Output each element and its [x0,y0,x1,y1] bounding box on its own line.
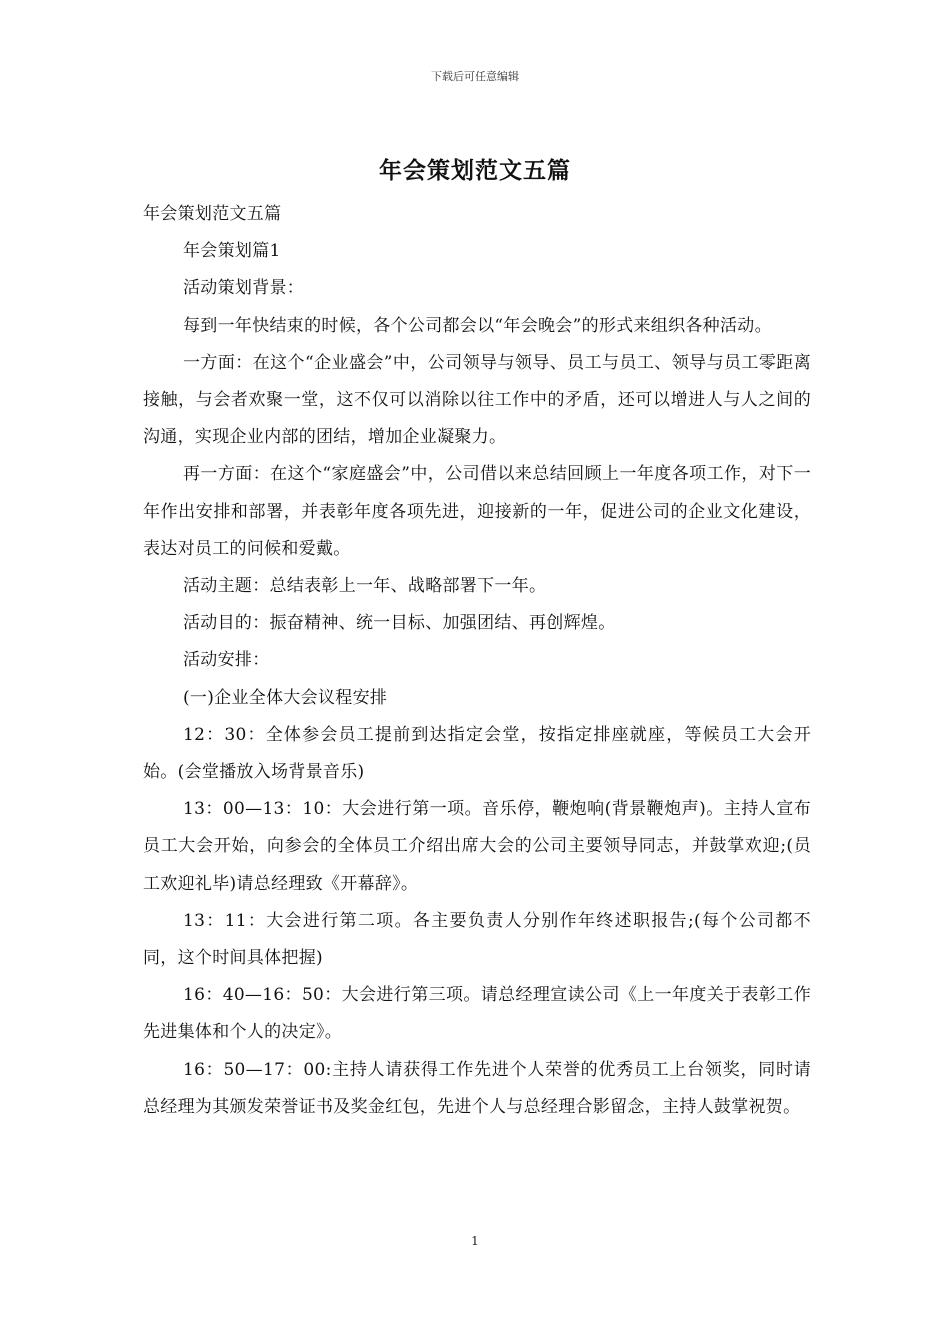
document-body [143,196,811,1126]
paragraph: 活动主题：总结表彰上一年、战略部署下一年。 [183,576,547,597]
paragraph-subtitle: 年会策划范文五篇 [143,204,282,224]
paragraph: 每到一年快结束的时候，各个公司都会以“年会晚会”的形式来组织各种活动。 [183,315,772,336]
paragraph-background-label: 活动策划背景： [183,278,305,299]
paragraph: 13：11：大会进行第二项。各主要负责人分别作年终述职报告;(每个公司都不同，这个时间具体把握) [143,910,811,969]
paragraph-section-heading: 年会策划篇1 [183,241,281,262]
paragraph: 再一方面：在这个“家庭盛会”中，公司借以来总结回顾上一年度各项工作，对下一年作出安排和部署，并表彰年度各项先进，迎接新的一年，促进公司的企业文化建设，表达对员工的问候和爱戴。 [143,464,811,559]
page-number: 1 [471,1234,479,1248]
paragraph: 13：00—13：10：大会进行第一项。音乐停，鞭炮响(背景鞭炮声)。主持人宣布员工大会开始，向参会的全体员工介绍出席大会的公司主要领导同志，并鼓掌欢迎;(员工欢迎礼毕)请总经理致《开幕辞》。 [143,799,811,894]
paragraph: 12：30：全体参会员工提前到达指定会堂，按指定排座就座，等候员工大会开始。(会堂播放入场背景音乐) [143,724,811,783]
paragraph: (一)企业全体大会议程安排 [183,687,388,708]
header-note: 下载后可任意编辑 [431,70,519,83]
paragraph: 一方面：在这个“企业盛会”中，公司领导与领导、员工与员工、领导与员工零距离接触，与会者欢聚一堂，这不仅可以消除以往工作中的矛盾，还可以增进人与人之间的沟通，实现企业内部的团结，增加企业凝聚力。 [143,352,811,448]
paragraph: 16：50—17：00:主持人请获得工作先进个人荣誉的优秀员工上台领奖，同时请总经理为其颁发荣誉证书及奖金红包，先进个人与总经理合影留念，主持人鼓掌祝贺。 [143,1059,811,1117]
document-title: 年会策划范文五篇 [379,157,571,184]
paragraph: 16：40—16：50：大会进行第三项。请总经理宣读公司《上一年度关于表彰工作先进集体和个人的决定》。 [143,985,811,1043]
paragraph: 活动目的：振奋精神、统一目标、加强团结、再创辉煌。 [183,613,616,634]
paragraph: 活动安排： [183,650,270,671]
